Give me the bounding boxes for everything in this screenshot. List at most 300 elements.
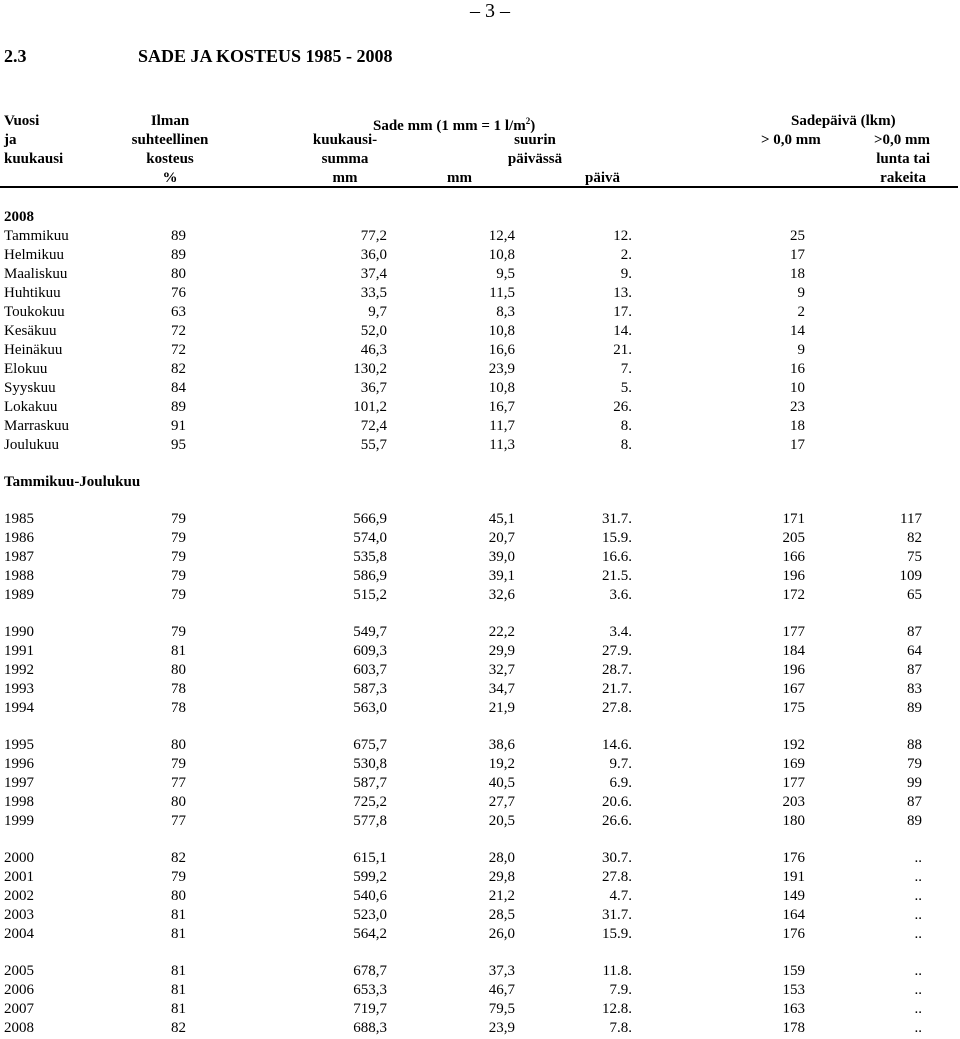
table-row: [4, 925, 922, 944]
cell-monthly-sum: 678,7: [353, 963, 387, 979]
table-row: [4, 793, 922, 812]
cell-humidity: 91: [171, 418, 186, 434]
cell-monthly-sum: 688,3: [353, 1020, 387, 1036]
cell-humidity: 79: [171, 624, 186, 640]
cell-rain-days: 149: [782, 888, 805, 904]
cell-max-day: 31.7.: [602, 907, 632, 923]
cell-rain-days: 169: [782, 756, 805, 772]
cell-period: 1988: [4, 568, 34, 584]
cell-monthly-sum: 530,8: [353, 756, 387, 772]
table-row: [4, 548, 922, 567]
cell-monthly-sum: 564,2: [353, 926, 387, 942]
cell-period: 1992: [4, 662, 34, 678]
cell-monthly-sum: 549,7: [353, 624, 387, 640]
cell-monthly-sum: 653,3: [353, 982, 387, 998]
table-row: [4, 755, 922, 774]
cell-monthly-sum: 77,2: [360, 228, 387, 244]
cell-monthly-sum: 675,7: [353, 737, 387, 753]
cell-snow-days: 87: [907, 794, 922, 810]
cell-rain-days: 192: [782, 737, 805, 753]
cell-rain-days: 14: [790, 323, 805, 339]
cell-rain-days: 23: [790, 399, 805, 415]
cell-humidity: 77: [171, 775, 186, 791]
cell-monthly-sum: 577,8: [353, 813, 387, 829]
cell-rain-days: 17: [790, 247, 805, 263]
cell-period: Elokuu: [4, 361, 48, 377]
cell-max-daily: 28,0: [488, 850, 515, 866]
table-row: [4, 1000, 922, 1019]
cell-period: 2003: [4, 907, 34, 923]
cell-max-day: 28.7.: [602, 662, 632, 678]
cell-rain-days: 163: [782, 1001, 805, 1017]
cell-humidity: 89: [171, 247, 186, 263]
table-row: [4, 417, 922, 436]
cell-rain-days: 25: [790, 228, 805, 244]
cell-max-daily: 10,8: [488, 323, 515, 339]
cell-snow-days: 99: [907, 775, 922, 791]
cell-max-day: 17.: [613, 304, 632, 320]
cell-rain-days: 16: [790, 361, 805, 377]
cell-snow-days: 89: [907, 700, 922, 716]
cell-snow-days: ..: [914, 926, 922, 942]
cell-max-day: 9.7.: [609, 756, 632, 772]
cell-period: 2006: [4, 982, 34, 998]
cell-snow-days: [805, 360, 922, 379]
section-label-2008: 2008: [4, 209, 34, 225]
cell-max-daily: 10,8: [488, 380, 515, 396]
cell-max-daily: 12,4: [488, 228, 515, 244]
cell-rain-days: 177: [782, 624, 805, 640]
cell-period: 2001: [4, 869, 34, 885]
header-vuosi-3: kuukausi: [4, 151, 64, 167]
table-row: [4, 436, 922, 455]
cell-max-day: 8.: [620, 418, 632, 434]
cell-humidity: 79: [171, 756, 186, 772]
table-row: [4, 868, 922, 887]
cell-rain-days: 178: [782, 1020, 805, 1036]
cell-monthly-sum: 523,0: [353, 907, 387, 923]
cell-monthly-sum: 540,6: [353, 888, 387, 904]
cell-max-daily: 9,5: [496, 266, 515, 282]
table-row: [4, 341, 922, 360]
table-row: [4, 661, 922, 680]
cell-max-day: 15.9.: [602, 926, 632, 942]
cell-max-day: 11.8.: [602, 963, 632, 979]
cell-max-day: 2.: [620, 247, 632, 263]
year-group-table: [4, 510, 922, 605]
cell-max-day: 5.: [620, 380, 632, 396]
cell-max-day: 27.9.: [602, 643, 632, 659]
table-row: [4, 510, 922, 529]
cell-monthly-sum: 36,0: [360, 247, 387, 263]
cell-humidity: 80: [171, 737, 186, 753]
cell-humidity: 80: [171, 266, 186, 282]
cell-humidity: 78: [171, 700, 186, 716]
cell-max-day: 27.8.: [602, 700, 632, 716]
cell-snow-days: [805, 284, 922, 303]
cell-monthly-sum: 587,7: [353, 775, 387, 791]
header-ilman-4: %: [162, 170, 178, 186]
cell-rain-days: 196: [782, 662, 805, 678]
cell-max-day: 8.: [620, 437, 632, 453]
cell-monthly-sum: 515,2: [353, 587, 387, 603]
table-row: [4, 981, 922, 1000]
cell-monthly-sum: 52,0: [360, 323, 387, 339]
cell-rain-days: 177: [782, 775, 805, 791]
cell-rain-days: 196: [782, 568, 805, 584]
cell-rain-days: 180: [782, 813, 805, 829]
cell-period: 1998: [4, 794, 34, 810]
cell-rain-days: 18: [790, 266, 805, 282]
cell-max-daily: 11,7: [489, 418, 515, 434]
year-group-table: [4, 849, 922, 944]
cell-monthly-sum: 46,3: [360, 342, 387, 358]
cell-humidity: 79: [171, 511, 186, 527]
cell-max-day: 6.9.: [609, 775, 632, 791]
cell-rain-days: 172: [782, 587, 805, 603]
cell-humidity: 80: [171, 888, 186, 904]
year-group-table: [4, 962, 922, 1038]
cell-snow-days: 88: [907, 737, 922, 753]
cell-rain-days: 10: [790, 380, 805, 396]
table-row: [4, 227, 922, 246]
cell-period: Lokakuu: [4, 399, 58, 415]
cell-rain-days: 17: [790, 437, 805, 453]
cell-period: 2005: [4, 963, 34, 979]
cell-period: Helmikuu: [4, 247, 64, 263]
header-rule: [0, 186, 958, 188]
cell-rain-days: 184: [782, 643, 805, 659]
cell-monthly-sum: 599,2: [353, 869, 387, 885]
cell-max-daily: 28,5: [488, 907, 515, 923]
table-row: [4, 284, 922, 303]
cell-rain-days: 159: [782, 963, 805, 979]
header-vuosi-2: ja: [4, 132, 17, 148]
table-row: [4, 360, 922, 379]
section-label-years: Tammikuu-Joulukuu: [4, 474, 141, 490]
cell-monthly-sum: 33,5: [360, 285, 387, 301]
cell-humidity: 78: [171, 681, 186, 697]
header-ilman-2: suhteellinen: [131, 132, 209, 148]
cell-snow-days: 64: [907, 643, 922, 659]
cell-snow-days: 83: [907, 681, 922, 697]
cell-rain-days: 203: [782, 794, 805, 810]
header-gt0-lumi-1: >0,0 mm: [873, 132, 930, 148]
cell-snow-days: 79: [907, 756, 922, 772]
cell-snow-days: [805, 227, 922, 246]
cell-humidity: 81: [171, 907, 186, 923]
cell-monthly-sum: 72,4: [360, 418, 387, 434]
table-row: [4, 529, 922, 548]
table-row: [4, 322, 922, 341]
cell-snow-days: [805, 417, 922, 436]
cell-snow-days: ..: [914, 888, 922, 904]
cell-humidity: 81: [171, 982, 186, 998]
table-row: [4, 774, 922, 793]
cell-max-day: 31.7.: [602, 511, 632, 527]
cell-rain-days: 153: [782, 982, 805, 998]
cell-humidity: 76: [171, 285, 186, 301]
cell-max-day: 26.: [613, 399, 632, 415]
cell-max-daily: 29,9: [488, 643, 515, 659]
cell-max-day: 16.6.: [602, 549, 632, 565]
cell-max-day: 26.6.: [602, 813, 632, 829]
cell-rain-days: 171: [782, 511, 805, 527]
cell-max-daily: 39,0: [488, 549, 515, 565]
cell-snow-days: 89: [907, 813, 922, 829]
cell-humidity: 79: [171, 869, 186, 885]
cell-rain-days: 205: [782, 530, 805, 546]
cell-snow-days: [805, 265, 922, 284]
cell-snow-days: 87: [907, 662, 922, 678]
cell-period: Heinäkuu: [4, 342, 63, 358]
cell-humidity: 79: [171, 549, 186, 565]
table-row: [4, 246, 922, 265]
cell-max-daily: 38,6: [488, 737, 515, 753]
cell-period: 1996: [4, 756, 34, 772]
cell-max-day: 27.8.: [602, 869, 632, 885]
cell-snow-days: ..: [914, 1020, 922, 1036]
cell-snow-days: [805, 303, 922, 322]
cell-max-day: 15.9.: [602, 530, 632, 546]
cell-rain-days: 9: [797, 285, 805, 301]
cell-rain-days: 18: [790, 418, 805, 434]
cell-monthly-sum: 587,3: [353, 681, 387, 697]
cell-max-daily: 20,5: [488, 813, 515, 829]
cell-period: 2007: [4, 1001, 34, 1017]
cell-max-daily: 23,9: [488, 1020, 515, 1036]
cell-period: 1993: [4, 681, 34, 697]
cell-monthly-sum: 725,2: [353, 794, 387, 810]
cell-monthly-sum: 101,2: [353, 399, 387, 415]
cell-period: Marraskuu: [4, 418, 69, 434]
table-row: [4, 265, 922, 284]
cell-monthly-sum: 130,2: [353, 361, 387, 377]
cell-humidity: 72: [171, 342, 186, 358]
cell-period: 1989: [4, 587, 34, 603]
cell-max-day: 13.: [613, 285, 632, 301]
cell-period: Kesäkuu: [4, 323, 57, 339]
cell-humidity: 81: [171, 926, 186, 942]
table-row: [4, 303, 922, 322]
cell-max-daily: 32,7: [488, 662, 515, 678]
cell-period: 1995: [4, 737, 34, 753]
cell-rain-days: 9: [797, 342, 805, 358]
cell-period: 1994: [4, 700, 34, 716]
table-row: [4, 623, 922, 642]
cell-max-day: 21.: [613, 342, 632, 358]
year-group-table: [4, 623, 922, 718]
cell-rain-days: 176: [782, 850, 805, 866]
table-row: [4, 586, 922, 605]
cell-monthly-sum: 563,0: [353, 700, 387, 716]
cell-max-day: 12.8.: [602, 1001, 632, 1017]
cell-max-day: 14.6.: [602, 737, 632, 753]
cell-snow-days: 65: [907, 587, 922, 603]
cell-humidity: 81: [171, 963, 186, 979]
cell-snow-days: 87: [907, 624, 922, 640]
cell-monthly-sum: 566,9: [353, 511, 387, 527]
section-title: SADE JA KOSTEUS 1985 - 2008: [138, 46, 393, 66]
cell-max-daily: 32,6: [488, 587, 515, 603]
cell-monthly-sum: 586,9: [353, 568, 387, 584]
cell-max-daily: 46,7: [488, 982, 515, 998]
cell-rain-days: 175: [782, 700, 805, 716]
cell-max-day: 14.: [613, 323, 632, 339]
table-row: [4, 849, 922, 868]
cell-max-daily: 79,5: [488, 1001, 515, 1017]
cell-snow-days: 82: [907, 530, 922, 546]
cell-snow-days: [805, 436, 922, 455]
cell-humidity: 84: [171, 380, 186, 396]
cell-period: 2004: [4, 926, 34, 942]
cell-rain-days: 166: [782, 549, 805, 565]
cell-snow-days: ..: [914, 907, 922, 923]
monthly-table-2008: [4, 227, 922, 455]
cell-humidity: 82: [171, 850, 186, 866]
cell-humidity: 77: [171, 813, 186, 829]
cell-monthly-sum: 36,7: [360, 380, 387, 396]
cell-period: 1991: [4, 643, 34, 659]
cell-max-day: 7.8.: [609, 1020, 632, 1036]
cell-monthly-sum: 615,1: [353, 850, 387, 866]
cell-period: 1986: [4, 530, 34, 546]
cell-period: Joulukuu: [4, 437, 60, 453]
cell-period: 1987: [4, 549, 34, 565]
cell-period: Maaliskuu: [4, 266, 68, 282]
cell-rain-days: 167: [782, 681, 805, 697]
cell-max-day: 4.7.: [609, 888, 632, 904]
table-row: [4, 962, 922, 981]
table-row: [4, 699, 922, 718]
cell-max-day: 21.5.: [602, 568, 632, 584]
cell-snow-days: ..: [914, 982, 922, 998]
cell-max-daily: 27,7: [488, 794, 515, 810]
table-row: [4, 736, 922, 755]
cell-max-daily: 39,1: [488, 568, 515, 584]
cell-period: 2008: [4, 1020, 34, 1036]
cell-monthly-sum: 609,3: [353, 643, 387, 659]
header-gt0: > 0,0 mm: [761, 132, 821, 148]
section-heading: [4, 46, 393, 67]
cell-snow-days: [805, 246, 922, 265]
header-suurin-2: päivässä: [507, 151, 563, 167]
cell-snow-days: 117: [900, 511, 922, 527]
cell-snow-days: [805, 379, 922, 398]
cell-rain-days: 176: [782, 926, 805, 942]
cell-monthly-sum: 37,4: [360, 266, 387, 282]
cell-period: 1985: [4, 511, 34, 527]
table-row: [4, 812, 922, 831]
cell-humidity: 95: [171, 437, 186, 453]
year-group-table: [4, 736, 922, 831]
cell-max-daily: 16,6: [488, 342, 515, 358]
cell-max-daily: 11,5: [489, 285, 515, 301]
cell-humidity: 82: [171, 1020, 186, 1036]
cell-humidity: 82: [171, 361, 186, 377]
cell-snow-days: [805, 341, 922, 360]
cell-max-daily: 45,1: [488, 511, 515, 527]
cell-humidity: 89: [171, 228, 186, 244]
cell-period: 1999: [4, 813, 34, 829]
cell-max-day: 7.: [620, 361, 632, 377]
cell-max-daily: 10,8: [488, 247, 515, 263]
cell-humidity: 72: [171, 323, 186, 339]
header-ilman-3: kosteus: [146, 151, 194, 167]
cell-max-day: 20.6.: [602, 794, 632, 810]
cell-snow-days: [805, 322, 922, 341]
cell-humidity: 79: [171, 568, 186, 584]
header-gt0-lumi-2: lunta tai: [876, 151, 930, 167]
cell-period: Toukokuu: [4, 304, 65, 320]
cell-period: 2002: [4, 888, 34, 904]
cell-max-daily: 11,3: [489, 437, 515, 453]
cell-max-day: 3.4.: [609, 624, 632, 640]
cell-period: 1997: [4, 775, 34, 791]
cell-max-daily: 23,9: [488, 361, 515, 377]
header-ilman-1: Ilman: [150, 113, 190, 129]
cell-humidity: 63: [171, 304, 186, 320]
table-row: [4, 906, 922, 925]
page-number: – 3 –: [470, 0, 510, 22]
cell-monthly-sum: 603,7: [353, 662, 387, 678]
header-suurin-mm: mm: [447, 170, 472, 186]
header-kuukausisumma-1: kuukausi-: [312, 132, 378, 148]
header-sade-title: Sade mm (1 mm = 1 $l/m^2$): [373, 116, 536, 134]
cell-monthly-sum: 719,7: [353, 1001, 387, 1017]
cell-monthly-sum: 9,7: [368, 304, 387, 320]
cell-humidity: 79: [171, 587, 186, 603]
cell-snow-days: ..: [914, 850, 922, 866]
cell-max-day: 9.: [620, 266, 632, 282]
cell-max-daily: 22,2: [488, 624, 515, 640]
cell-period: 2000: [4, 850, 34, 866]
cell-humidity: 80: [171, 662, 186, 678]
cell-max-day: 21.7.: [602, 681, 632, 697]
cell-max-daily: 20,7: [488, 530, 515, 546]
cell-max-daily: 29,8: [488, 869, 515, 885]
cell-snow-days: ..: [914, 963, 922, 979]
cell-max-day: 12.: [613, 228, 632, 244]
cell-humidity: 79: [171, 530, 186, 546]
cell-period: Tammikuu: [4, 228, 69, 244]
header-sadepaiva-title: Sadepäivä (lkm): [791, 113, 896, 129]
cell-max-day: 3.6.: [609, 587, 632, 603]
header-vuosi-1: Vuosi: [4, 113, 40, 129]
header-gt0-lumi-3: rakeita: [880, 170, 926, 186]
cell-max-daily: 37,3: [488, 963, 515, 979]
cell-max-daily: 21,2: [488, 888, 515, 904]
cell-snow-days: [805, 398, 922, 417]
table-row: [4, 379, 922, 398]
cell-snow-days: 75: [907, 549, 922, 565]
header-kuukausisumma-3: mm: [332, 170, 358, 186]
header-kuukausisumma-2: summa: [321, 151, 369, 167]
cell-monthly-sum: 535,8: [353, 549, 387, 565]
header-suurin-paiva: päivä: [585, 170, 621, 186]
table-row: [4, 680, 922, 699]
cell-max-daily: 40,5: [488, 775, 515, 791]
header-suurin-1: suurin: [514, 132, 556, 148]
cell-period: 1990: [4, 624, 34, 640]
cell-humidity: 81: [171, 643, 186, 659]
table-row: [4, 642, 922, 661]
table-row: [4, 887, 922, 906]
cell-monthly-sum: 55,7: [360, 437, 387, 453]
cell-max-daily: 16,7: [488, 399, 515, 415]
cell-snow-days: ..: [914, 1001, 922, 1017]
cell-snow-days: 109: [899, 568, 922, 584]
